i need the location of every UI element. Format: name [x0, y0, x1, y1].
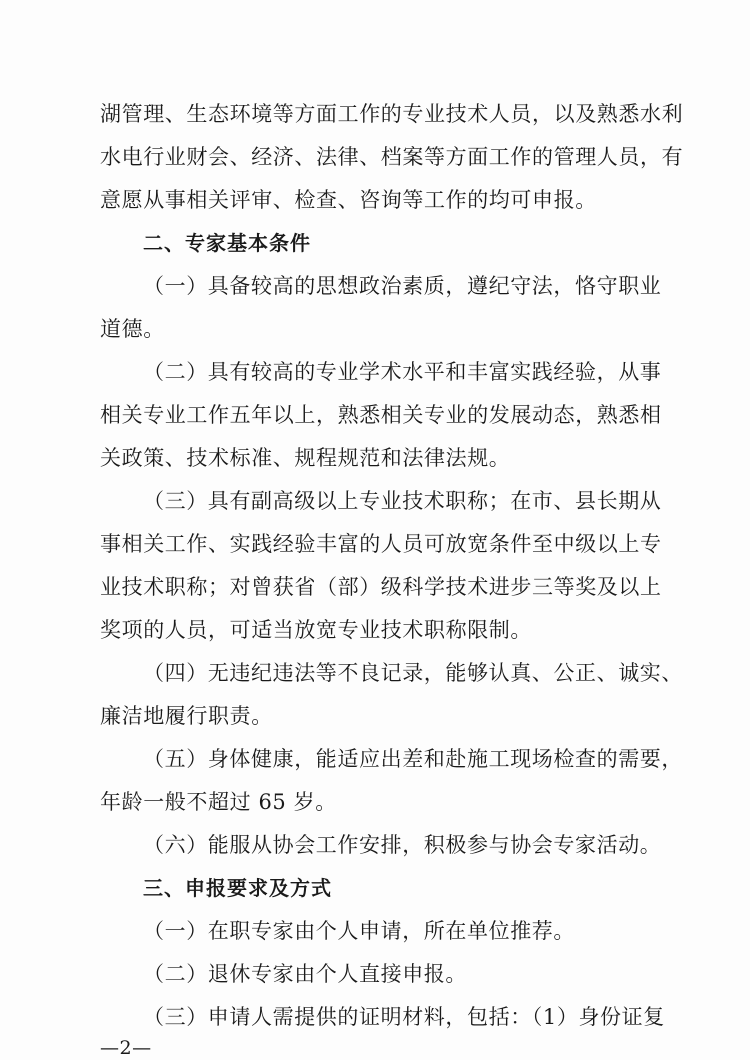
- paragraph-line: 意愿从事相关评审、检查、咨询等工作的均可申报。: [100, 188, 597, 212]
- paragraph-line: 奖项的人员，可适当放宽专业技术职称限制。: [100, 618, 532, 642]
- paragraph-line: 事相关工作、实践经验丰富的人员可放宽条件至中级以上专: [100, 532, 662, 556]
- paragraph-line: 廉洁地履行职责。: [100, 704, 273, 728]
- page-number: —2—: [100, 1037, 152, 1059]
- paragraph-line: 水电行业财会、经济、法律、档案等方面工作的管理人员，有: [100, 145, 684, 169]
- paragraph-line: （一）具备较高的思想政治素质，遵纪守法，恪守职业: [143, 274, 662, 298]
- section-heading: 三、申报要求及方式: [143, 876, 332, 900]
- paragraph-line: （六）能服从协会工作安排，积极参与协会专家活动。: [143, 833, 662, 857]
- paragraph-line: 道德。: [100, 317, 165, 341]
- paragraph-line: （二）具有较高的专业学术水平和丰富实践经验，从事: [143, 360, 662, 384]
- paragraph-line: 关政策、技术标准、规程规范和法律法规。: [100, 446, 511, 470]
- paragraph-line: 相关专业工作五年以上，熟悉相关专业的发展动态，熟悉相: [100, 403, 662, 427]
- paragraph-line: （三）具有副高级以上专业技术职称；在市、县长期从: [143, 489, 662, 513]
- paragraph-line: （四）无违纪违法等不良记录，能够认真、公正、诚实、: [143, 661, 683, 685]
- section-heading: 二、专家基本条件: [143, 231, 311, 255]
- paragraph-line: 湖管理、生态环境等方面工作的专业技术人员，以及熟悉水利: [100, 102, 684, 126]
- paragraph-line: 年龄一般不超过 65 岁。: [100, 790, 337, 814]
- paragraph-line: （二）退休专家由个人直接申报。: [143, 962, 467, 986]
- paragraph-line: （一）在职专家由个人申请，所在单位推荐。: [143, 919, 575, 943]
- paragraph-line: （五）身体健康，能适应出差和赴施工现场检查的需要，: [143, 747, 683, 771]
- paragraph-line: （三）申请人需提供的证明材料，包括：（1）身份证复: [143, 1005, 665, 1029]
- paragraph-line: 业技术职称；对曾获省（部）级科学技术进步三等奖及以上: [100, 575, 662, 599]
